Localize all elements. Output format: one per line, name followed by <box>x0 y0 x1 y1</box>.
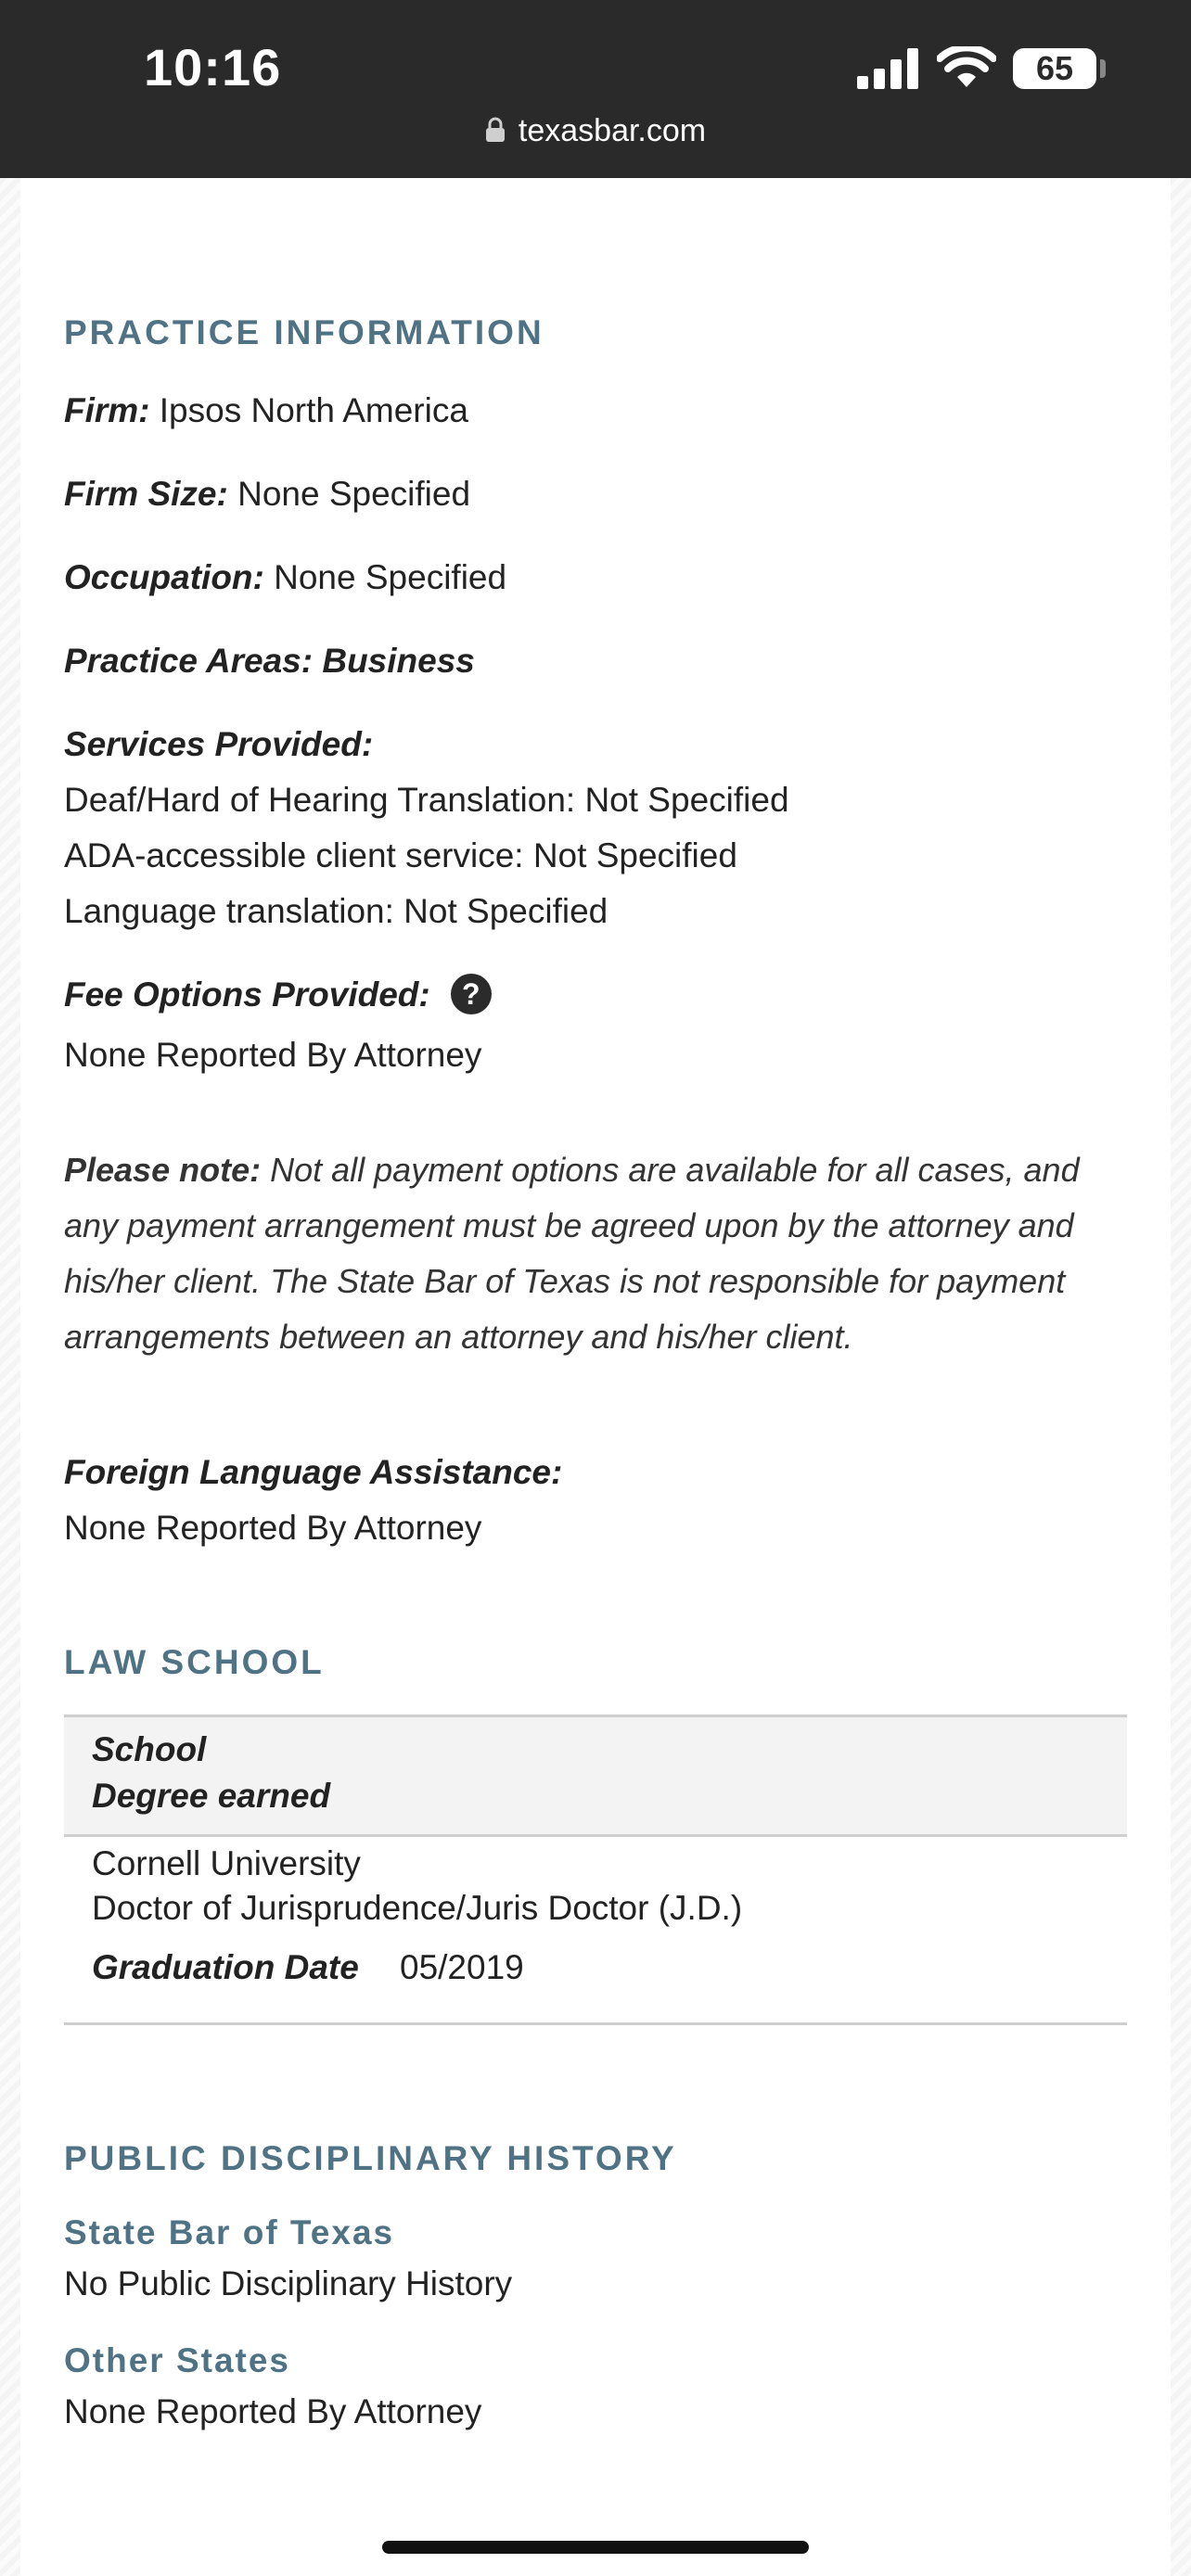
lock-icon <box>485 117 506 143</box>
firm-size-label: Firm Size: <box>64 475 228 513</box>
column-school: School <box>92 1730 207 1768</box>
status-bar <box>0 0 1191 178</box>
graduation-date-value: 05/2019 <box>400 1948 524 1986</box>
school-name: Cornell University <box>92 1844 361 1882</box>
column-degree: Degree earned <box>92 1777 331 1815</box>
service-item: Deaf/Hard of Hearing Translation: Not Specified <box>64 781 789 819</box>
occupation-label: Occupation: <box>64 558 264 596</box>
clock: 10:16 <box>144 38 282 96</box>
practice-areas: Practice Areas: Business <box>64 642 475 680</box>
foreign-language-value: None Reported By Attorney <box>64 1509 482 1547</box>
disciplinary-history-heading: PUBLIC DISCIPLINARY HISTORY <box>64 2139 677 2177</box>
practice-information-heading: PRACTICE INFORMATION <box>64 313 544 351</box>
fee-options-value: None Reported By Attorney <box>64 1036 482 1074</box>
degree-name: Doctor of Jurisprudence/Juris Doctor (J.D.) <box>92 1889 743 1927</box>
url-text: texasbar.com <box>518 113 707 148</box>
fee-options-label: Fee Options Provided: <box>64 976 430 1014</box>
firm-size-value: None Specified <box>237 475 471 513</box>
other-states-value: None Reported By Attorney <box>64 2392 482 2430</box>
graduation-date-label: Graduation Date <box>92 1948 359 1986</box>
cellular-signal-icon <box>857 48 922 89</box>
battery-icon: 65 <box>1013 48 1096 89</box>
fee-options-row <box>64 976 492 1014</box>
firm-row <box>64 391 468 430</box>
foreign-language-label: Foreign Language Assistance: <box>64 1453 563 1491</box>
occupation-value: None Specified <box>274 558 507 596</box>
address-bar[interactable] <box>0 113 1191 149</box>
page-margin-left <box>0 178 20 2576</box>
firm-label: Firm: <box>64 391 150 429</box>
help-icon[interactable]: ? <box>451 974 492 1014</box>
battery-tip <box>1100 59 1106 78</box>
state-bar-value: No Public Disciplinary History <box>64 2264 513 2302</box>
state-bar-title: State Bar of Texas <box>64 2213 395 2251</box>
payment-note <box>64 1142 1127 1365</box>
firm-size-row <box>64 475 470 514</box>
services-provided-label: Services Provided: <box>64 725 374 763</box>
wifi-icon <box>937 46 996 89</box>
payment-note-label: Please note: <box>64 1151 262 1189</box>
service-item: ADA-accessible client service: Not Specified <box>64 836 737 874</box>
service-item: Language translation: Not Specified <box>64 892 608 930</box>
other-states-title: Other States <box>64 2341 291 2379</box>
table-header <box>64 1715 1127 1837</box>
table-row <box>64 1837 1127 2025</box>
occupation-row <box>64 558 506 597</box>
home-indicator[interactable] <box>382 2541 809 2554</box>
payment-note-text: Not all payment options are available for all cases, and any payment arrangement must be agreed upon by the attorney and his/her client. The State Bar of Texas is not responsible for payment arrangements between an attorney and his/her client. <box>64 1151 1080 1356</box>
firm-value: Ipsos North America <box>159 391 468 429</box>
page-margin-right <box>1171 178 1191 2576</box>
law-school-heading: LAW SCHOOL <box>64 1643 325 1681</box>
